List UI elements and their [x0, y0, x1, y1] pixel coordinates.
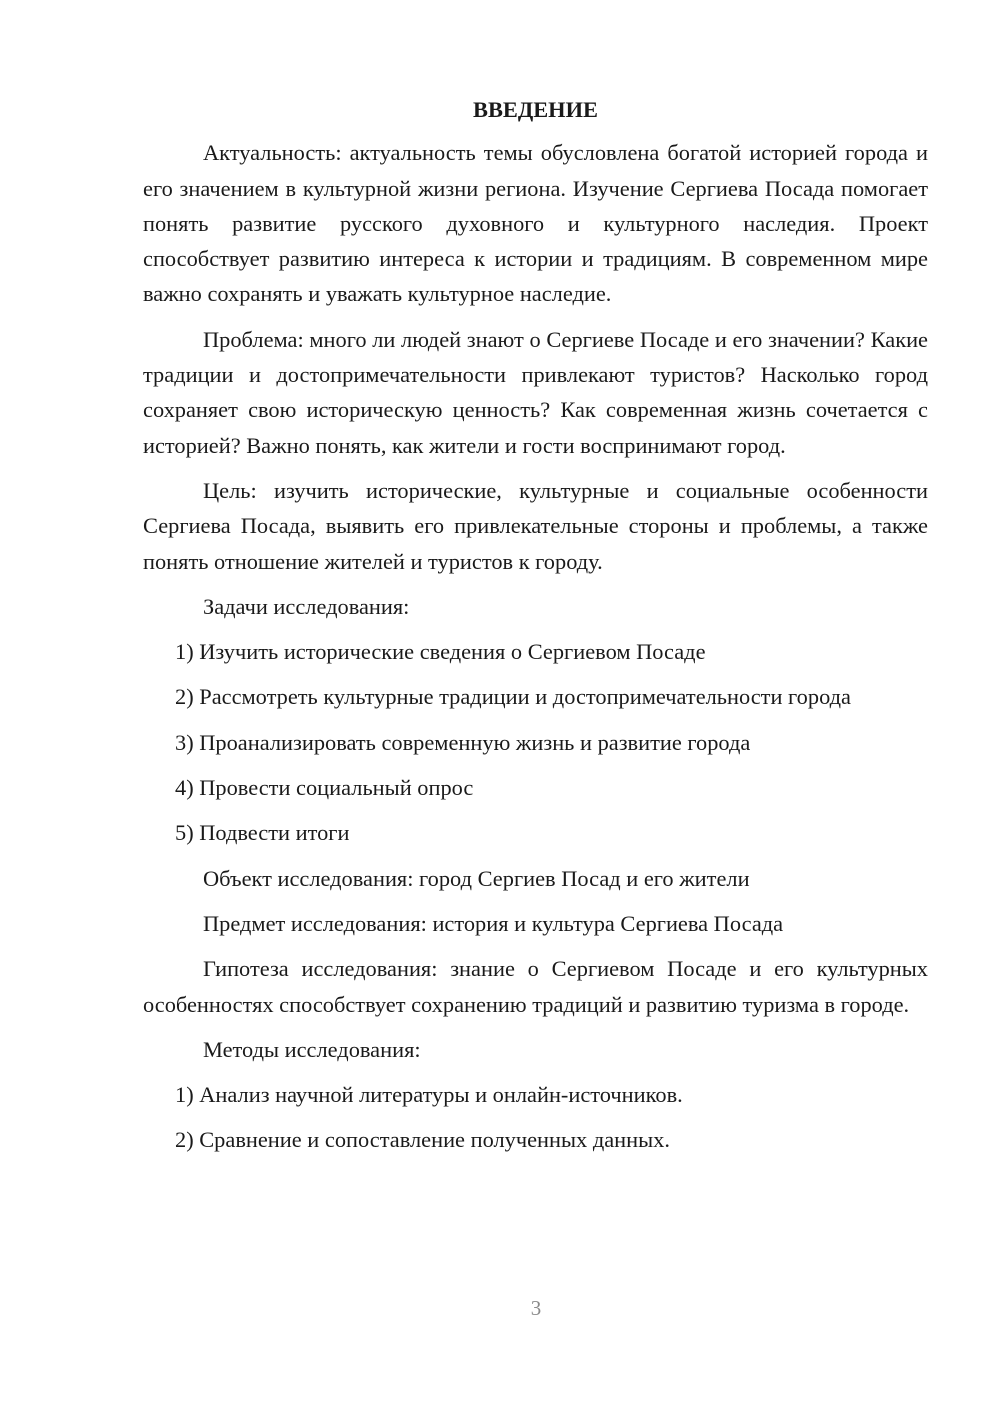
page-title: ВВЕДЕНИЕ: [473, 97, 598, 122]
list-item: 5) Подвести итоги: [175, 820, 350, 846]
goal-paragraph: Цель: изучить исторические, культурные и социальные особенности Сергиева Посада, выявить его привлекательные стороны и проблемы, а также понять отношение жителей и туристов к городу.: [143, 477, 928, 574]
list-item: 2) Рассмотреть культурные традиции и достопримечательности города: [175, 684, 851, 710]
list-item: 1) Анализ научной литературы и онлайн-источников.: [175, 1082, 683, 1108]
problem-paragraph: Проблема: много ли людей знают о Сергиеве Посаде и его значении? Какие традиции и достопримечательности привлекают туристов? Насколько город сохраняет свою историческую ценность? Как современная жизнь сочетается с историей? Важно понять, как жители и гости воспринимают город.: [143, 326, 928, 458]
subject-paragraph: Предмет исследования: история и культура Сергиева Посада: [203, 910, 784, 936]
tasks-heading: Задачи исследования:: [203, 593, 410, 619]
tasks-list: [143, 634, 928, 850]
object-paragraph: Объект исследования: город Сергиев Посад и его жители: [203, 865, 750, 891]
document-page: [143, 92, 928, 1158]
page-number: 3: [530, 1296, 542, 1320]
list-item: 3) Проанализировать современную жизнь и развитие города: [175, 729, 751, 755]
methods-list: [143, 1077, 928, 1158]
relevance-paragraph: Актуальность: актуальность темы обусловлена богатой историей города и его значением в культурной жизни региона. Изучение Сергиева Посада помогает понять развитие русского духовного и культурного наследия. Проект способствует развитию интереса к истории и традициям. В современном мире важно сохранять и уважать культурное наследие.: [143, 140, 928, 307]
list-item: 1) Изучить исторические сведения о Сергиевом Посаде: [175, 639, 706, 665]
list-item: 2) Сравнение и сопоставление полученных данных.: [175, 1127, 670, 1153]
methods-heading: Методы исследования:: [203, 1036, 421, 1062]
list-item: 4) Провести социальный опрос: [175, 775, 474, 801]
hypothesis-paragraph: Гипотеза исследования: знание о Сергиевом Посаде и его культурных особенностях способствует сохранению традиций и развитию туризма в городе.: [143, 956, 928, 1017]
